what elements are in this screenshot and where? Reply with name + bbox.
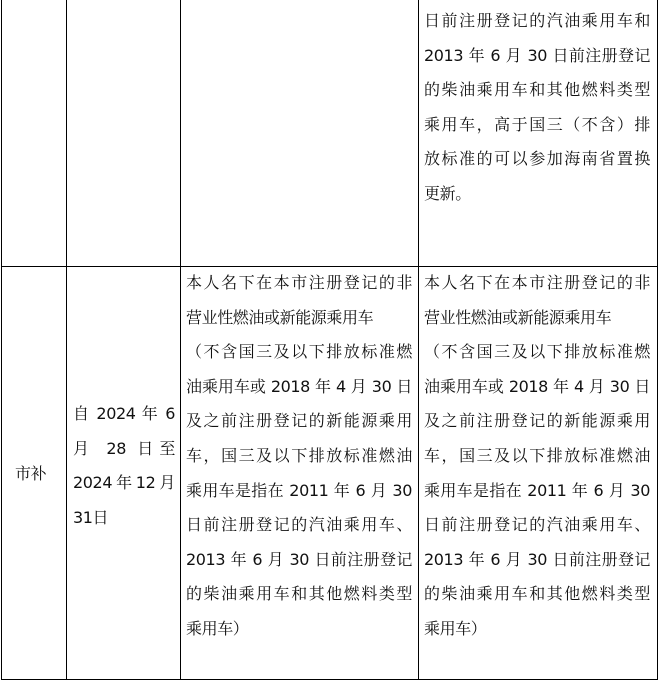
text-line: 2024年12月: [73, 473, 175, 493]
text-line: 2013 年 6 月 30 日前注册登记: [424, 45, 650, 65]
text-line: （不含国三及以下排放标准燃: [424, 342, 650, 362]
table-border-left: [1, 0, 2, 680]
text-line: 乘用车是指在 2011 年 6 月 30: [424, 480, 650, 500]
text-line: 自 2024 年 6: [73, 404, 175, 423]
subsidy-type-label: 市补: [15, 464, 47, 483]
column-divider-1: [66, 0, 67, 680]
column-divider-3: [418, 0, 419, 680]
text-line: 月 28 日至: [73, 438, 175, 458]
text-line: 2013 年 6 月 30 日前注册登记: [424, 549, 650, 569]
text-line: 乘用车是指在 2011 年 6 月 30: [186, 480, 412, 500]
text-line: 日前注册登记的汽油乘用车和: [424, 11, 650, 30]
text-line: 油乘用车或 2018 年 4 月 30 日: [186, 376, 412, 396]
text-line: 车，国三及以下排放标准燃油: [424, 445, 650, 465]
row1-col4-text: [424, 4, 650, 212]
text-line: 的柴油乘用车和其他燃料类型: [424, 584, 650, 604]
text-line: 及之前注册登记的新能源乘用: [424, 411, 650, 431]
text-line: 营业性燃油或新能源乘用车: [186, 307, 374, 327]
text-line: 2013 年 6 月 30 日前注册登记: [186, 549, 412, 569]
text-line: 及之前注册登记的新能源乘用: [186, 411, 412, 431]
row2-col4-conditions: [424, 266, 650, 647]
text-line: 日前注册登记的汽油乘用车、: [424, 515, 650, 535]
subsidy-period: [73, 397, 175, 535]
text-line: 31日: [73, 507, 109, 527]
text-line: 乘用车）: [424, 618, 487, 638]
table-border-right: [657, 0, 658, 680]
text-line: 乘用车）: [186, 618, 249, 638]
text-line: 本人名下在本市注册登记的非: [424, 273, 650, 292]
text-line: 日前注册登记的汽油乘用车、: [186, 515, 412, 535]
text-line: 车，国三及以下排放标准燃油: [186, 445, 412, 465]
row2-col3-conditions: [186, 266, 412, 647]
text-line: （不含国三及以下排放标准燃: [186, 342, 412, 362]
table-border-bottom: [1, 679, 658, 680]
text-line: 放标准的可以参加海南省置换: [424, 149, 650, 169]
text-line: 本人名下在本市注册登记的非: [186, 273, 412, 292]
text-line: 的柴油乘用车和其他燃料类型: [186, 584, 412, 604]
column-divider-2: [180, 0, 181, 680]
text-line: 油乘用车或 2018 年 4 月 30 日: [424, 376, 650, 396]
text-line: 营业性燃油或新能源乘用车: [424, 307, 612, 327]
text-line: 乘用车，高于国三（不含）排: [424, 114, 650, 134]
text-line: 的柴油乘用车和其他燃料类型: [424, 80, 650, 100]
text-line: 更新。: [424, 183, 471, 203]
